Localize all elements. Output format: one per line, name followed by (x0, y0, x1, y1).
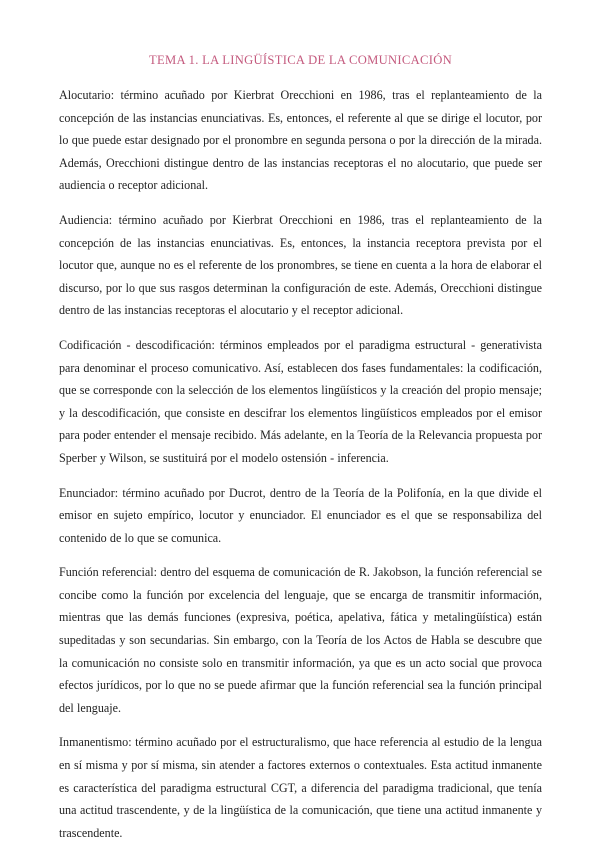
entry-audiencia: Audiencia: término acuñado por Kierbrat Orecchioni en 1986, tras el replanteamiento de la concepción de las instancias enunciativas. Es, entonces, la instancia receptora prevista por el locutor que, aunque no es el referente de los pronombres, se tiene en cuenta a la hora de elaborar el discurso, por lo que sus rasgos determinan la configuración de este. Además, Orecchioni distingue dentro de las instancias receptoras el alocutario y el receptor adicional. (59, 212, 542, 318)
entry-alocutario: Alocutario: término acuñado por Kierbrat Orecchioni en 1986, tras el replanteamiento de la concepción de las instancias enunciativas. Es, entonces, el referente al que se dirige el locutor, por lo que puede estar designado por el pronombre en segunda persona o por la dirección de la mirada. Además, Orecchioni distingue dentro de las instancias receptoras el no alocutario, que puede ser audiencia o receptor adicional. (59, 88, 542, 193)
document-title: TEMA 1. LA LINGÜÍSTICA DE LA COMUNICACIÓN (149, 53, 452, 67)
entry-inmanentismo: Inmanentismo: término acuñado por el estructuralismo, que hace referencia al estudio de la lengua en sí misma y por sí misma, sin atender a factores externos o contextuales. Esta actitud inmanente es característica del paradigma estructural CGT, a diferencia del paradigma tradicional, que tenía una actitud trascendente, y de la lingüística de la comunicación, que tiene una actitud inmanente y trascendente. (59, 735, 542, 840)
entry-enunciador: Enunciador: término acuñado por Ducrot, dentro de la Teoría de la Polifonía, en la que divide el emisor en sujeto empírico, locutor y enunciador. El enunciador es el que se responsabiliza del contenido de lo que se comunica. (59, 485, 542, 545)
entry-funcion-referencial: Función referencial: dentro del esquema de comunicación de R. Jakobson, la función referencial se concibe como la función por excelencia del lenguaje, que se encarga de transmitir información, mientras que las demás funciones (expresiva, poética, apelativa, fática y metalingüística) están supeditadas y son secundarias. Sin embargo, con la Teoría de los Actos de Habla se descubre que la comunicación no consiste solo en transmitir información, ya que es un acto social que provoca efectos jurídicos, por lo que no se puede afirmar que la función referencial sea la función principal del lenguaje. (59, 565, 542, 715)
entry-codificacion: Codificación - descodificación: términos empleados por el paradigma estructural - generativista para denominar el proceso comunicativo. Así, establecen dos fases fundamentales: la codificación, que se corresponde con la selección de los elementos lingüísticos y la creación del propio mensaje; y la descodificación, que consiste en descifrar los elementos lingüísticos empleados por el emisor para poder entender el mensaje recibido. Más adelante, en la Teoría de la Relevancia propuesta por Sperber y Wilson, se sustituirá por el modelo ostensión - inferencia. (59, 337, 542, 465)
